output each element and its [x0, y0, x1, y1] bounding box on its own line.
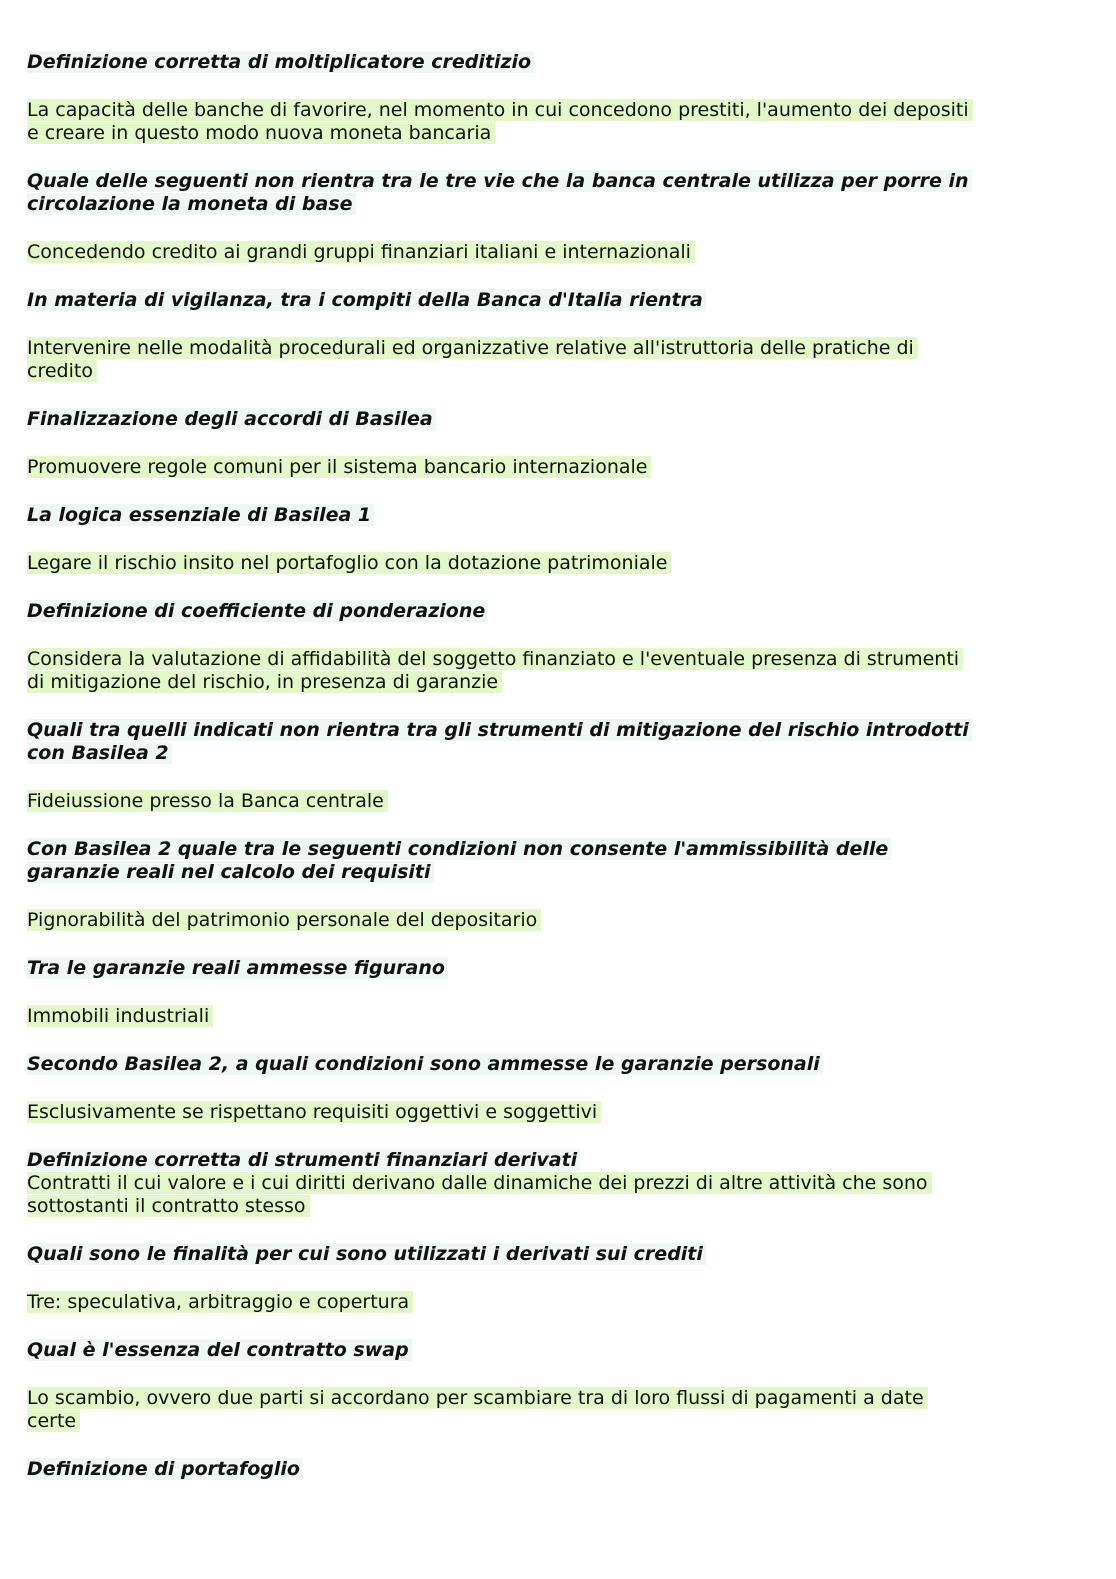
answer [27, 552, 1012, 575]
answer [27, 1291, 1012, 1314]
question-text: Finalizzazione degli accordi di Basilea [27, 408, 436, 430]
answer-text: sottostanti il contratto stesso [27, 1195, 310, 1217]
answer [27, 648, 1012, 694]
question-text: Definizione di coefficiente di ponderazione [27, 600, 488, 622]
answer-text: Pignorabilità del patrimonio personale del depositario [27, 909, 541, 931]
question [27, 1339, 1012, 1362]
answer [27, 1172, 1012, 1218]
answer-text: Legare il rischio insito nel portafoglio con la dotazione patrimoniale [27, 552, 671, 574]
answer-text: Considera la valutazione di affidabilità del soggetto finanziato e l'eventuale presenza di strumenti [27, 648, 963, 670]
question [27, 1053, 1012, 1076]
answer-text: Esclusivamente se rispettano requisiti oggettivi e soggettivi [27, 1101, 601, 1123]
answer-text: Intervenire nelle modalità procedurali ed organizzative relative all'istruttoria delle pratiche di [27, 337, 918, 359]
answer-text: e creare in questo modo nuova moneta bancaria [27, 122, 495, 144]
question-text: Definizione di portafoglio [27, 1458, 303, 1480]
question [27, 408, 1012, 431]
question [27, 51, 1012, 74]
answer [27, 1005, 1012, 1028]
question-text: con Basilea 2 [27, 742, 172, 764]
question [27, 170, 1012, 216]
answer [27, 99, 1012, 145]
answer [27, 241, 1012, 264]
question [27, 1243, 1012, 1266]
question-text: Definizione corretta di moltiplicatore creditizio [27, 51, 534, 73]
question-text: Con Basilea 2 quale tra le seguenti condizioni non consente l'ammissibilità delle [27, 838, 891, 860]
answer-text: Lo scambio, ovvero due parti si accordano per scambiare tra di loro flussi di pagamenti a date [27, 1387, 928, 1409]
question-text: Quali sono le finalità per cui sono utilizzati i derivati sui crediti [27, 1243, 706, 1265]
question [27, 289, 1012, 312]
answer-text: credito [27, 360, 97, 382]
question-text: Quale delle seguenti non rientra tra le tre vie che la banca centrale utilizza per porre in [27, 170, 972, 192]
question [27, 1149, 1012, 1172]
question-text: Quali tra quelli indicati non rientra tra gli strumenti di mitigazione del rischio introdotti [27, 719, 972, 741]
question-text: Tra le garanzie reali ammesse figurano [27, 957, 448, 979]
question [27, 957, 1012, 980]
answer-text: Tre: speculativa, arbitraggio e copertura [27, 1291, 413, 1313]
answer [27, 456, 1012, 479]
question-text: La logica essenziale di Basilea 1 [27, 504, 374, 526]
answer-text: Immobili industriali [27, 1005, 213, 1027]
answer-text: certe [27, 1410, 80, 1432]
question [27, 504, 1012, 527]
answer [27, 1387, 1012, 1433]
answer-text: La capacità delle banche di favorire, nel momento in cui concedono prestiti, l'aumento dei depositi [27, 99, 973, 121]
answer [27, 337, 1012, 383]
question [27, 600, 1012, 623]
question-text: Definizione corretta di strumenti finanziari derivati [27, 1149, 580, 1171]
question-text: Secondo Basilea 2, a quali condizioni sono ammesse le garanzie personali [27, 1053, 823, 1075]
question-text: garanzie reali nel calcolo dei requisiti [27, 861, 434, 883]
question-text: Qual è l'essenza del contratto swap [27, 1339, 412, 1361]
document-page [27, 50, 1012, 1481]
question [27, 1458, 1012, 1481]
answer [27, 909, 1012, 932]
question [27, 838, 1012, 884]
answer-text: di mitigazione del rischio, in presenza di garanzie [27, 671, 502, 693]
question-text: In materia di vigilanza, tra i compiti della Banca d'Italia rientra [27, 289, 706, 311]
answer [27, 790, 1012, 813]
answer-text: Contratti il cui valore e i cui diritti derivano dalle dinamiche dei prezzi di altre attività che sono [27, 1172, 932, 1194]
answer-text: Concedendo credito ai grandi gruppi finanziari italiani e internazionali [27, 241, 695, 263]
question [27, 719, 1012, 765]
answer-text: Promuovere regole comuni per il sistema bancario internazionale [27, 456, 651, 478]
answer [27, 1101, 1012, 1124]
answer-text: Fideiussione presso la Banca centrale [27, 790, 388, 812]
question-text: circolazione la moneta di base [27, 193, 356, 215]
